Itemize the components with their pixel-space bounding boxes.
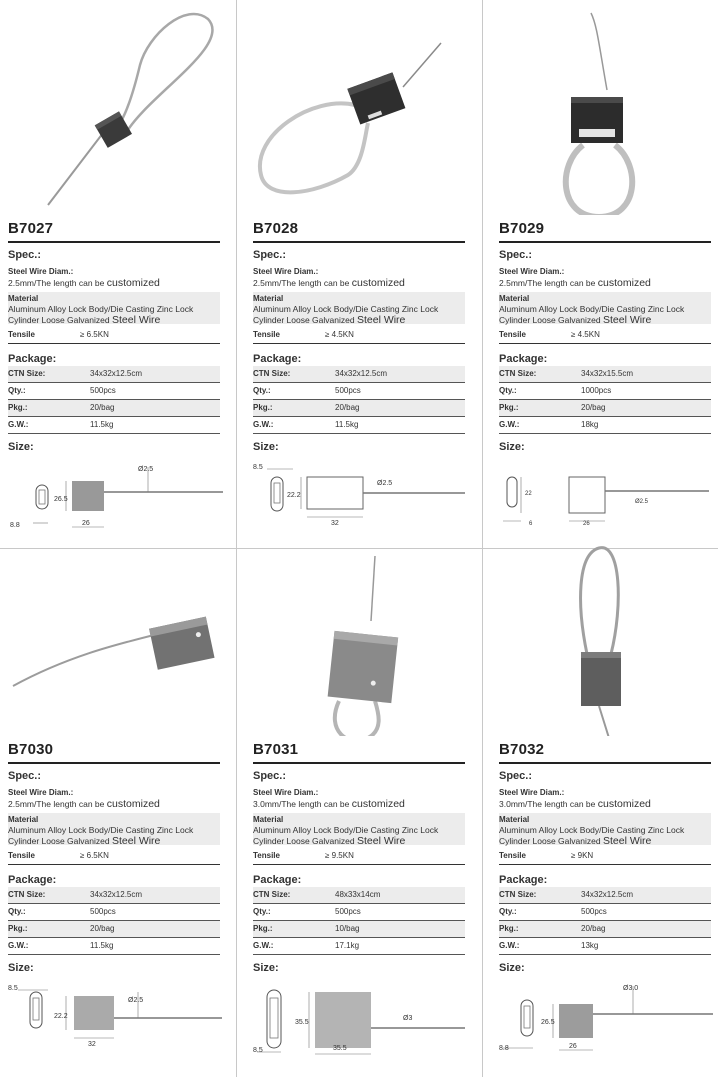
wire-diam-value: 2.5mm/The length can be customized [253,277,405,289]
spec-divider [253,343,465,344]
ctn-size-label: CTN Size: [499,890,537,899]
dim-label: 32 [88,1041,96,1048]
product-card-b7030 [8,526,234,1056]
tensile-value: ≥ 6.5KN [80,851,109,860]
dim-label: Ø3.0 [623,985,639,992]
dimension-drawing [499,978,718,1058]
qty-row [499,904,711,921]
ctn-size-label: CTN Size: [8,890,46,899]
spec-divider [499,864,711,865]
pkg-label: Pkg.: [253,403,273,412]
model-underline [8,241,220,243]
pkg-value: 10/bag [335,924,360,933]
ctn-size-label: CTN Size: [253,369,291,378]
gross-weight-row [253,938,465,955]
wire-diam-value: 2.5mm/The length can be customized [8,798,160,810]
spec-heading: Spec.: [8,770,42,782]
model-underline [499,762,711,764]
dimension-drawing [8,978,234,1058]
dim-label: Ø2.5 [138,466,154,473]
package-heading: Package: [253,874,302,886]
column-divider [236,0,237,548]
dim-label: 8.8 [10,522,20,529]
spec-heading: Spec.: [8,249,42,261]
dim-label: 26.5 [541,1019,555,1026]
spec-heading: Spec.: [499,770,533,782]
pkg-row [8,921,220,938]
model-number: B7027 [8,220,54,237]
dim-label: Ø2.5 [635,499,649,505]
product-photo [499,5,718,215]
dim-label: 26.5 [54,496,68,503]
wire-diam-label: Steel Wire Diam.: [499,788,565,797]
size-heading: Size: [8,962,34,974]
pkg-value: 20/bag [90,403,115,412]
package-heading: Package: [8,353,57,365]
dim-label: 26 [82,520,90,527]
gross-weight-value: 18kg [581,420,599,429]
ctn-size-value: 34x32x12.5cm [90,890,143,899]
ctn-size-value: 34x32x12.5cm [90,369,143,378]
pkg-label: Pkg.: [499,403,519,412]
pkg-row [8,400,220,417]
qty-label: Qty.: [253,907,271,916]
ctn-size-row [8,887,220,904]
spec-divider [8,343,220,344]
material-label: Material [8,294,39,303]
dim-label: 35.5 [333,1045,347,1052]
qty-value: 1000pcs [581,386,612,395]
product-photo [8,5,234,215]
qty-value: 500pcs [335,386,361,395]
column-divider [482,549,483,1077]
material-value: Aluminum Alloy Lock Body/Die Casting Zinc Lock Cylinder Loose Galvanized Steel Wire [499,825,685,847]
ctn-size-value: 34x32x12.5cm [335,369,388,378]
material-value: Aluminum Alloy Lock Body/Die Casting Zinc Lock Cylinder Loose Galvanized Steel Wire [253,304,439,326]
dim-label: 8.5 [8,985,18,992]
spec-heading: Spec.: [253,770,287,782]
spec-heading: Spec.: [253,249,287,261]
qty-label: Qty.: [8,386,26,395]
gross-weight-label: G.W.: [8,420,29,429]
product-card-b7031 [253,526,479,1056]
qty-row [8,383,220,400]
material-value: Aluminum Alloy Lock Body/Die Casting Zinc Lock Cylinder Loose Galvanized Steel Wire [8,304,194,326]
ctn-size-value: 34x32x12.5cm [581,890,634,899]
tensile-label: Tensile [253,851,280,860]
material-label: Material [253,815,284,824]
qty-value: 500pcs [90,386,116,395]
pkg-row [499,921,711,938]
spec-divider [253,864,465,865]
size-heading: Size: [499,441,525,453]
material-label: Material [499,815,530,824]
qty-row [8,904,220,921]
product-card-b7028 [253,5,479,535]
material-value: Aluminum Alloy Lock Body/Die Casting Zinc Lock Cylinder Loose Galvanized Steel Wire [499,304,685,326]
model-number: B7032 [499,741,545,758]
product-photo [8,526,234,736]
dim-label: 8.8 [499,1045,509,1052]
pkg-value: 20/bag [581,924,606,933]
tensile-label: Tensile [253,330,280,339]
pkg-row [253,400,465,417]
ctn-size-row [8,366,220,383]
product-photo [499,526,718,736]
dim-label: 22 [525,491,532,497]
material-value: Aluminum Alloy Lock Body/Die Casting Zinc Lock Cylinder Loose Galvanized Steel Wire [8,825,194,847]
product-card-b7032 [499,526,718,1056]
column-divider [482,0,483,548]
product-card-b7027 [8,5,234,535]
gross-weight-row [253,417,465,434]
gross-weight-value: 13kg [581,941,599,950]
ctn-size-row [253,366,465,383]
dim-label: Ø2.5 [128,997,144,1004]
dim-label: 8.5 [253,1047,263,1054]
ctn-size-row [499,366,711,383]
tensile-value: ≥ 4.5KN [325,330,354,339]
ctn-size-value: 48x33x14cm [335,890,381,899]
model-number: B7030 [8,741,54,758]
wire-diam-label: Steel Wire Diam.: [499,267,565,276]
pkg-value: 20/bag [581,403,606,412]
qty-label: Qty.: [8,907,26,916]
gross-weight-row [499,938,711,955]
ctn-size-label: CTN Size: [8,369,46,378]
gross-weight-value: 11.5kg [335,420,359,429]
dim-label: Ø2.5 [377,480,393,487]
product-photo [253,5,479,215]
gross-weight-value: 11.5kg [90,420,114,429]
ctn-size-label: CTN Size: [253,890,291,899]
spec-heading: Spec.: [499,249,533,261]
tensile-label: Tensile [499,330,526,339]
model-underline [8,762,220,764]
material-label: Material [253,294,284,303]
dim-label: 35.5 [295,1019,309,1026]
column-divider [236,549,237,1077]
size-heading: Size: [8,441,34,453]
ctn-size-row [253,887,465,904]
qty-row [253,383,465,400]
size-heading: Size: [499,962,525,974]
gross-weight-label: G.W.: [8,941,29,950]
gross-weight-value: 11.5kg [90,941,114,950]
material-label: Material [8,815,39,824]
gross-weight-label: G.W.: [499,941,520,950]
package-heading: Package: [253,353,302,365]
wire-diam-value: 3.0mm/The length can be customized [253,798,405,810]
tensile-value: ≥ 6.5KN [80,330,109,339]
pkg-label: Pkg.: [499,924,519,933]
qty-row [253,904,465,921]
qty-row [499,383,711,400]
tensile-label: Tensile [499,851,526,860]
qty-value: 500pcs [335,907,361,916]
gross-weight-row [499,417,711,434]
dimension-drawing [499,457,718,537]
product-card-b7029 [499,5,718,535]
model-underline [499,241,711,243]
wire-diam-label: Steel Wire Diam.: [253,267,319,276]
model-number: B7028 [253,220,299,237]
model-underline [253,241,465,243]
wire-diam-label: Steel Wire Diam.: [8,788,74,797]
dimension-drawing [253,457,479,537]
gross-weight-row [8,417,220,434]
dimension-drawing [8,457,234,537]
model-underline [253,762,465,764]
wire-diam-value: 3.0mm/The length can be customized [499,798,651,810]
dim-label: 22.2 [287,492,301,499]
tensile-label: Tensile [8,330,35,339]
model-number: B7029 [499,220,545,237]
product-photo [253,526,479,736]
qty-value: 500pcs [90,907,116,916]
qty-label: Qty.: [253,386,271,395]
package-heading: Package: [499,353,548,365]
dim-label: Ø3 [403,1015,413,1022]
model-number: B7031 [253,741,299,758]
dim-label: 8.5 [253,464,263,471]
tensile-label: Tensile [8,851,35,860]
dim-label: 22.2 [54,1013,68,1020]
gross-weight-label: G.W.: [499,420,520,429]
wire-diam-label: Steel Wire Diam.: [8,267,74,276]
size-heading: Size: [253,441,279,453]
dim-label: 26 [583,521,590,527]
pkg-label: Pkg.: [8,924,28,933]
pkg-value: 20/bag [335,403,360,412]
wire-diam-label: Steel Wire Diam.: [253,788,319,797]
gross-weight-value: 17.1kg [335,941,360,950]
package-heading: Package: [8,874,57,886]
qty-label: Qty.: [499,386,517,395]
package-heading: Package: [499,874,548,886]
dimension-drawing [253,978,479,1058]
tensile-value: ≥ 9KN [571,851,594,860]
size-heading: Size: [253,962,279,974]
material-label: Material [499,294,530,303]
ctn-size-row [499,887,711,904]
dim-label: 32 [331,520,339,527]
ctn-size-value: 34x32x15.5cm [581,369,634,378]
gross-weight-row [8,938,220,955]
spec-divider [8,864,220,865]
pkg-label: Pkg.: [253,924,273,933]
wire-diam-value: 2.5mm/The length can be customized [8,277,160,289]
gross-weight-label: G.W.: [253,941,274,950]
wire-diam-value: 2.5mm/The length can be customized [499,277,651,289]
pkg-row [253,921,465,938]
dim-label: 6 [529,521,533,527]
dim-label: 26 [569,1043,577,1050]
gross-weight-label: G.W.: [253,420,274,429]
pkg-label: Pkg.: [8,403,28,412]
tensile-value: ≥ 9.5KN [325,851,354,860]
spec-divider [499,343,711,344]
ctn-size-label: CTN Size: [499,369,537,378]
pkg-value: 20/bag [90,924,115,933]
pkg-row [499,400,711,417]
material-value: Aluminum Alloy Lock Body/Die Casting Zinc Lock Cylinder Loose Galvanized Steel Wire [253,825,439,847]
qty-label: Qty.: [499,907,517,916]
tensile-value: ≥ 4.5KN [571,330,600,339]
qty-value: 500pcs [581,907,607,916]
